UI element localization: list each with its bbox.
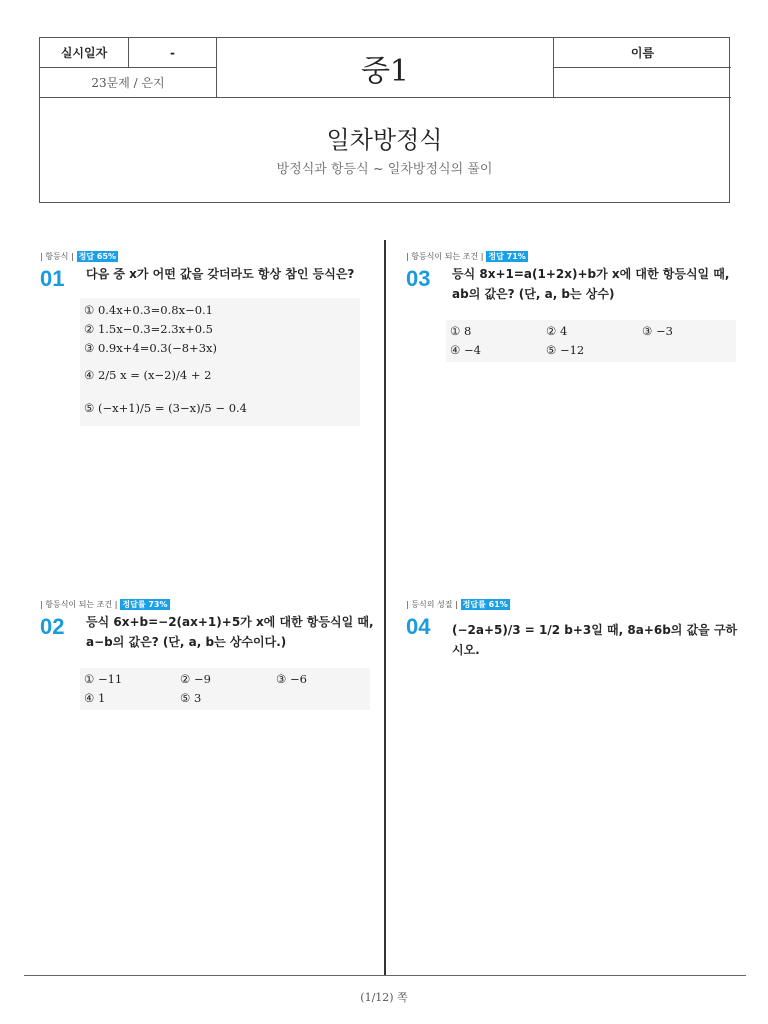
option-2[interactable]: ② 1.5x−0.3=2.3x+0.5	[84, 322, 213, 336]
question-text: 등식 6x+b=−2(ax+1)+5가 x에 대한 항등식일 때, a−b의 값은? (단, a, b는 상수이다.)	[86, 615, 374, 649]
option-3[interactable]: ③ −3	[642, 324, 673, 338]
date-value: -	[129, 38, 217, 68]
option-4[interactable]: ④ 2/5 x = (x−2)/4 + 2	[84, 368, 212, 382]
option-5[interactable]: ⑤ 3	[180, 691, 202, 705]
page-title: 일차방정식	[326, 126, 443, 154]
option-3[interactable]: ③ 0.9x+4=0.3(−8+3x)	[84, 341, 217, 355]
question-tag: | 항등식 | 정답 65%	[40, 251, 117, 261]
question-03	[406, 250, 736, 370]
accuracy-badge: 정답 71%	[488, 251, 526, 261]
question-text: 등식 8x+1=a(1+2x)+b가 x에 대한 항등식일 때, ab의 값은? (단, a, b는 상수)	[452, 267, 730, 301]
question-text: (−2a+5)/3 = 1/2 b+3일 때, 8a+6b의 값을 구하시오.	[452, 623, 738, 657]
question-02	[40, 598, 374, 718]
question-number: 04	[406, 614, 431, 639]
header-table	[39, 37, 730, 203]
date-label: 실시일자	[40, 38, 129, 68]
question-04	[406, 598, 736, 658]
page-subtitle: 방정식과 항등식 ~ 일차방정식의 풀이	[276, 162, 493, 177]
question-number: 01	[40, 266, 65, 291]
option-1[interactable]: ① 0.4x+0.3=0.8x−0.1	[84, 303, 213, 317]
question-01	[40, 250, 370, 430]
name-field[interactable]	[554, 68, 731, 98]
question-tag: | 항등식이 되는 조건 | 정답 71%	[406, 251, 526, 261]
option-4[interactable]: ④ −4	[450, 343, 481, 357]
name-label: 이름	[554, 38, 731, 68]
option-1[interactable]: ① −11	[84, 672, 123, 686]
grade: 중1	[217, 38, 554, 98]
question-tag: | 항등식이 되는 조건 | 정답률 73%	[40, 599, 168, 609]
footer-divider	[24, 975, 746, 976]
option-1[interactable]: ① 8	[450, 324, 472, 338]
option-3[interactable]: ③ −6	[276, 672, 307, 686]
option-5[interactable]: ⑤ (−x+1)/5 = (3−x)/5 − 0.4	[84, 401, 247, 415]
question-number: 03	[406, 266, 431, 291]
accuracy-badge: 정답률 73%	[122, 599, 168, 609]
page-number: (1/12) 쪽	[360, 991, 408, 1004]
question-text: 다음 중 x가 어떤 값을 갖더라도 항상 참인 등식은?	[86, 267, 355, 281]
accuracy-badge: 정답률 61%	[462, 599, 508, 609]
accuracy-badge: 정답 65%	[78, 251, 117, 261]
column-divider	[384, 240, 386, 976]
option-4[interactable]: ④ 1	[84, 691, 106, 705]
option-2[interactable]: ② 4	[546, 324, 568, 338]
option-5[interactable]: ⑤ −12	[546, 343, 585, 357]
question-tag: | 등식의 성질 | 정답률 61%	[406, 599, 508, 609]
option-2[interactable]: ② −9	[180, 672, 211, 686]
question-number: 02	[40, 614, 65, 639]
info-text: 23문제 / 은지	[40, 68, 217, 98]
